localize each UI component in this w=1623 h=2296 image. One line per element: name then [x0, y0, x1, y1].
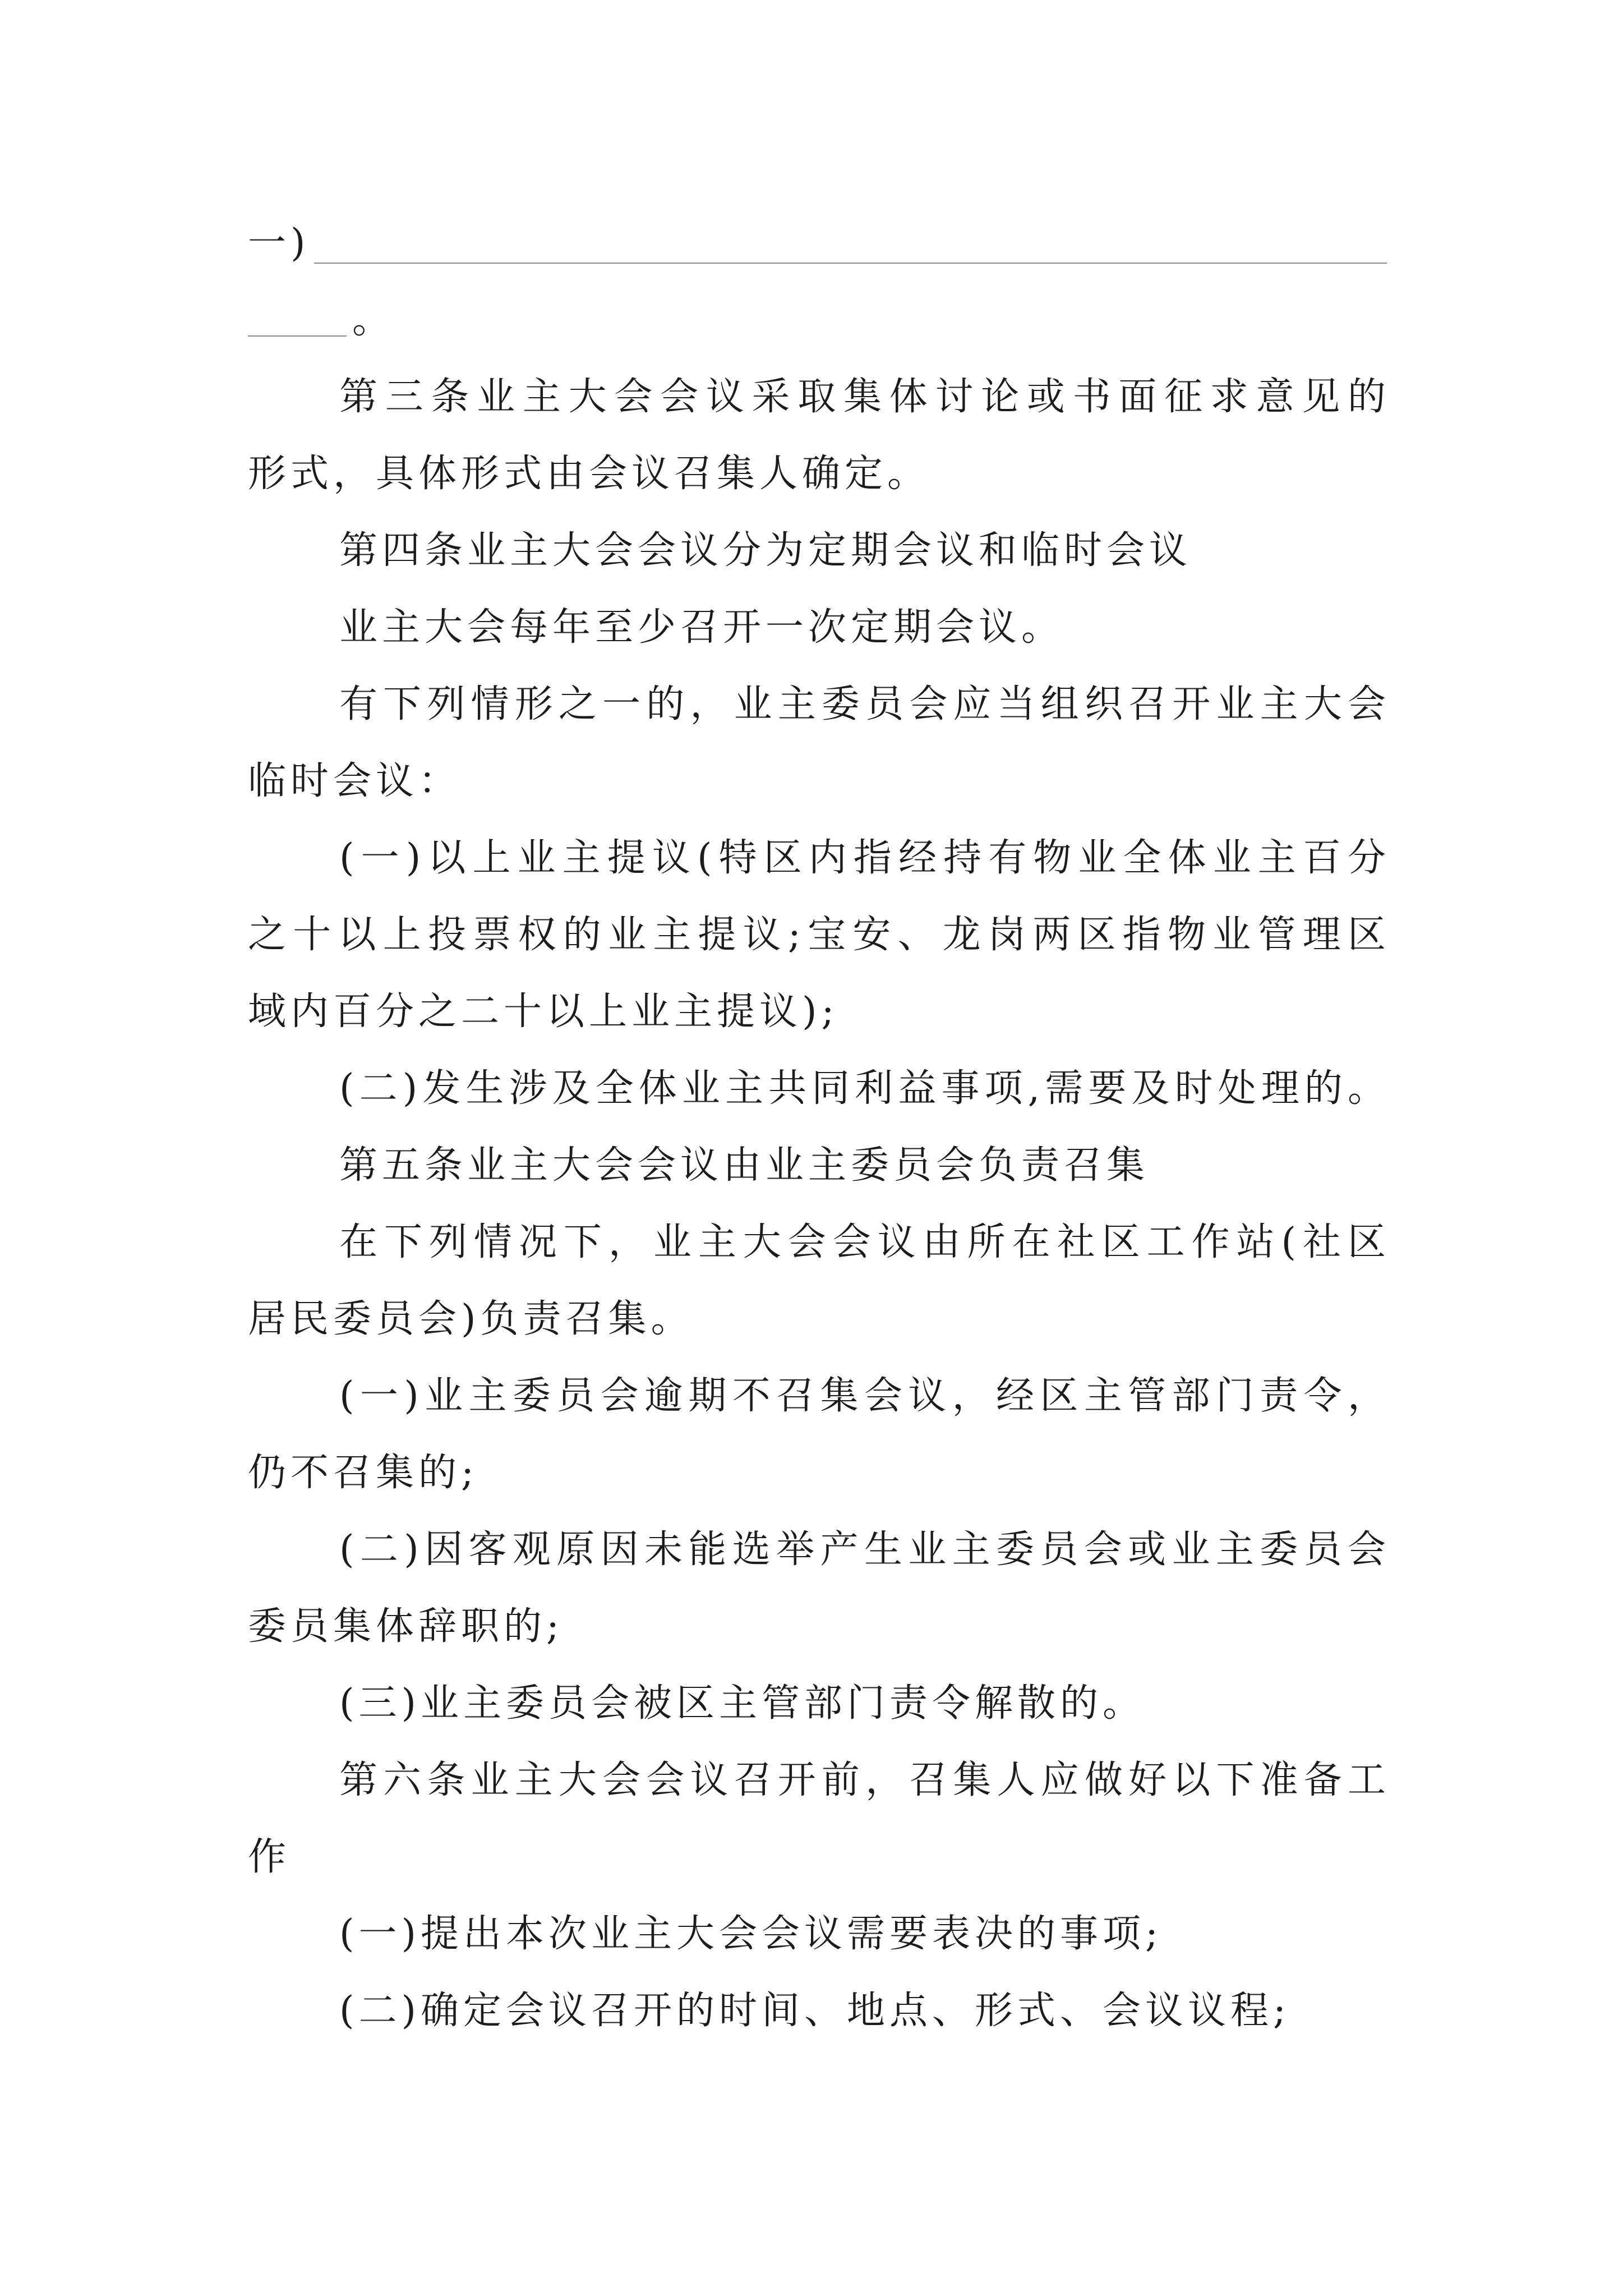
- fill-in-end: 。: [352, 298, 395, 342]
- document-body: [248, 205, 1387, 2049]
- article-4-clause-1: 业主大会每年至少召开一次定期会议。: [339, 605, 1064, 650]
- article-4-item-1-line-1: (一)以上业主提议(特区内指经持有物业全体业主百分: [339, 836, 1387, 880]
- article-6-heading-line-1: 第六条业主大会会议召开前，召集人应做好以下准备工: [339, 1758, 1387, 1802]
- article-5-clause-2-line-2: 居民委员会)负责召集。: [248, 1297, 694, 1341]
- article-4-item-1-line-2: 之十以上投票权的业主提议;宝安、龙岗两区指物业管理区: [248, 913, 1387, 957]
- article-4-clause-2-line-1: 有下列情形之一的，业主委员会应当组织召开业主大会: [339, 682, 1387, 726]
- article-5-clause-2-line-1: 在下列情况下，业主大会会议由所在社区工作站(社区: [339, 1220, 1387, 1264]
- article-5-item-1-line-1: (一)业主委员会逾期不召集会议，经区主管部门责令，: [339, 1374, 1387, 1418]
- article-3-line-2: 形式，具体形式由会议召集人确定。: [248, 452, 930, 496]
- article-5-item-2-line-1: (二)因客观原因未能选举产生业主委员会或业主委员会: [339, 1527, 1387, 1572]
- fill-in-blank-short: [248, 335, 347, 337]
- article-5-item-3: (三)业主委员会被区主管部门责令解散的。: [339, 1681, 1146, 1726]
- article-3-line-1: 第三条业主大会会议采取集体讨论或书面征求意见的: [339, 375, 1387, 419]
- fill-in-line-2: [248, 282, 1387, 358]
- fill-in-prefix: 一): [248, 221, 310, 265]
- article-5-heading: 第五条业主大会会议由业主委员会负责召集: [339, 1143, 1150, 1188]
- article-4-item-2: (二)发生涉及全体业主共同利益事项,需要及时处理的。: [339, 1066, 1387, 1111]
- article-6-heading-line-2: 作: [248, 1835, 291, 1879]
- article-6-item-2: (二)确定会议召开的时间、地点、形式、会议议程;: [339, 1989, 1290, 2033]
- article-4-heading: 第四条业主大会会议分为定期会议和临时会议: [339, 528, 1192, 573]
- fill-in-line-1: [248, 205, 1387, 282]
- article-6-item-1: (一)提出本次业主大会会议需要表决的事项;: [339, 1912, 1163, 1956]
- fill-in-blank-long: [314, 263, 1387, 264]
- article-5-item-2-line-2: 委员集体辞职的;: [248, 1604, 564, 1649]
- article-4-clause-2-line-2: 临时会议：: [248, 759, 462, 803]
- article-4-item-1-line-3: 域内百分之二十以上业主提议);: [248, 990, 839, 1034]
- article-5-item-1-line-2: 仍不召集的;: [248, 1451, 478, 1495]
